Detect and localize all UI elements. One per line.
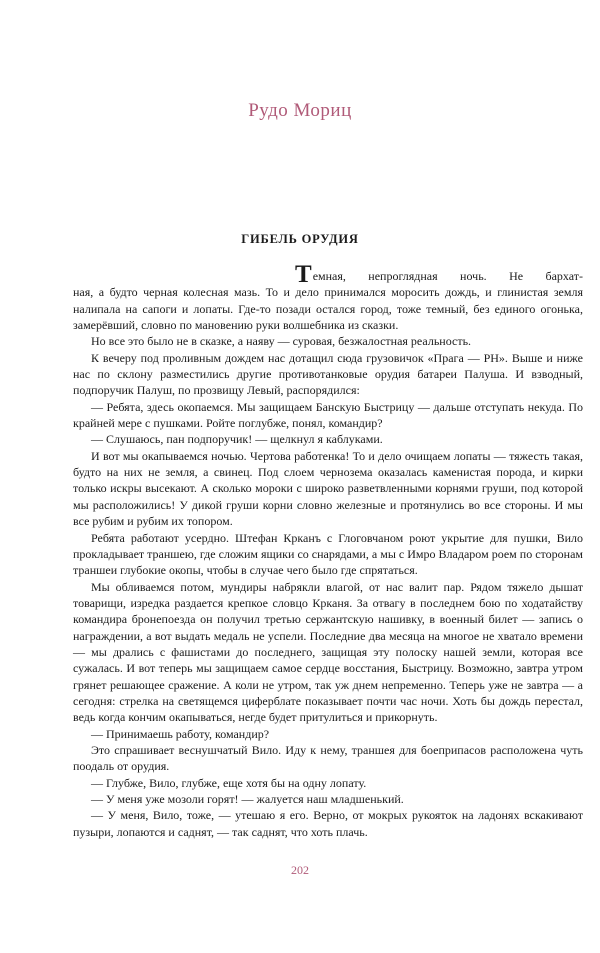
first-paragraph	[73, 261, 583, 333]
paragraph: — Слушаюсь, пан подпоручик! — щелкнул я каблуками.	[91, 432, 383, 447]
paragraph: — Принимаешь работу, командир?	[91, 726, 270, 741]
paragraph: — Ребята, здесь окопаемся. Мы защищаем Банскую Быстрицу — дальше отступать некуда. По крайней мере с пушками. Ройте поглубже, понял, командир?	[73, 399, 583, 431]
page-number: 202	[291, 863, 309, 877]
first-line-text: емная, непроглядная ночь. Не бархат-	[312, 269, 583, 283]
first-line	[73, 261, 583, 288]
story-title: ГИБЕЛЬ ОРУДИЯ	[241, 232, 359, 246]
paragraph: Ребята работают усердно. Штефан Крканъ с Глоговчаном роют укрытие для пушки, Вило прокладывает траншею, где сложим ящики со снарядами, а мы с Имро Владаром роем по сторонам траншеи глубокие окопы, чтобы в случае чего было где спрятаться.	[73, 530, 583, 578]
paragraph: — У меня уже мозоли горят! — жалуется наш младшенький.	[91, 792, 404, 806]
drop-cap: Т	[295, 261, 312, 288]
paragraph: Но все это было не в сказке, а наяву — суровая, безжалостная реальность.	[91, 334, 472, 349]
paragraph: Это спрашивает веснушчатый Вило. Иду к нему, траншея для боеприпасов расположена чуть поодаль от орудия.	[73, 742, 583, 774]
paragraph: И вот мы окапываемся ночью. Чертова работенка! То и дело очищаем лопаты — тяжесть такая, будто на них не земля, а свинец. Под слоем чернозема оказалась каменистая порода, и кирки только искры высекают. А сколько мороки с широко разветвленными корнями груши, под которой мы расположились! У дикой груши корни словно железные и протянулись во все стороны. И мы все рубим и рубим их топором.	[73, 448, 583, 529]
story-body	[73, 261, 583, 840]
author-name: Рудо Мориц	[248, 100, 352, 121]
paragraph: — У меня, Вило, тоже, — утешаю я его. Верно, от мокрых рукояток на ладонях вскакивают пузыри, лопаются и саднят, — так саднят, что хоть плачь.	[73, 808, 583, 839]
first-paragraph-rest: ная, а будто черная колесная мазь. То и дело принимался моросить дождь, и глинистая земля налипала на сапоги и лопаты. Где-то позади остался город, тоже темный, без единого огонька, замерёвший, словно по мановению руки волшебника из сказки.	[73, 285, 583, 333]
paragraph: К вечеру под проливным дождем нас дотащил сюда грузовичок «Прага — РН». Выше и ниже нас по склону разместились другие противотанковые орудия батареи Палуша. И взводный, подпоручик Палуш, по прозвищу Левый, распорядился:	[73, 350, 583, 398]
paragraph: Мы обливаемся потом, мундиры набрякли влагой, от нас валит пар. Рядом тяжело дышат товарищи, изредка раздается крепкое словцо Крканя. За отвагу в последнем бою по ходатайству командира бронепоезда он получил третью сержантскую нашивку, в военный билет — запись о награждении, а вот выдать медаль не успели. Последние два месяца на многое не хватало времени — мы дрались с фашистами до последнего, защищая эту полоску нашей земли, которая все сужалась. И вот теперь мы защищаем самое сердце восстания, Быстрицу. Возможно, завтра утром грянет решающее сражение. А коли не утром, так уж днем непременно. Теперь уже не завтра — а сегодня: стрелка на светящемся циферблате показывает почти час ночи. Хоть бы дождь перестал, ведь когда кончим окапываться, негде будет притулиться и прикорнуть.	[73, 579, 583, 725]
paragraph: — Глубже, Вило, глубже, еще хотя бы на одну лопату.	[91, 775, 367, 790]
